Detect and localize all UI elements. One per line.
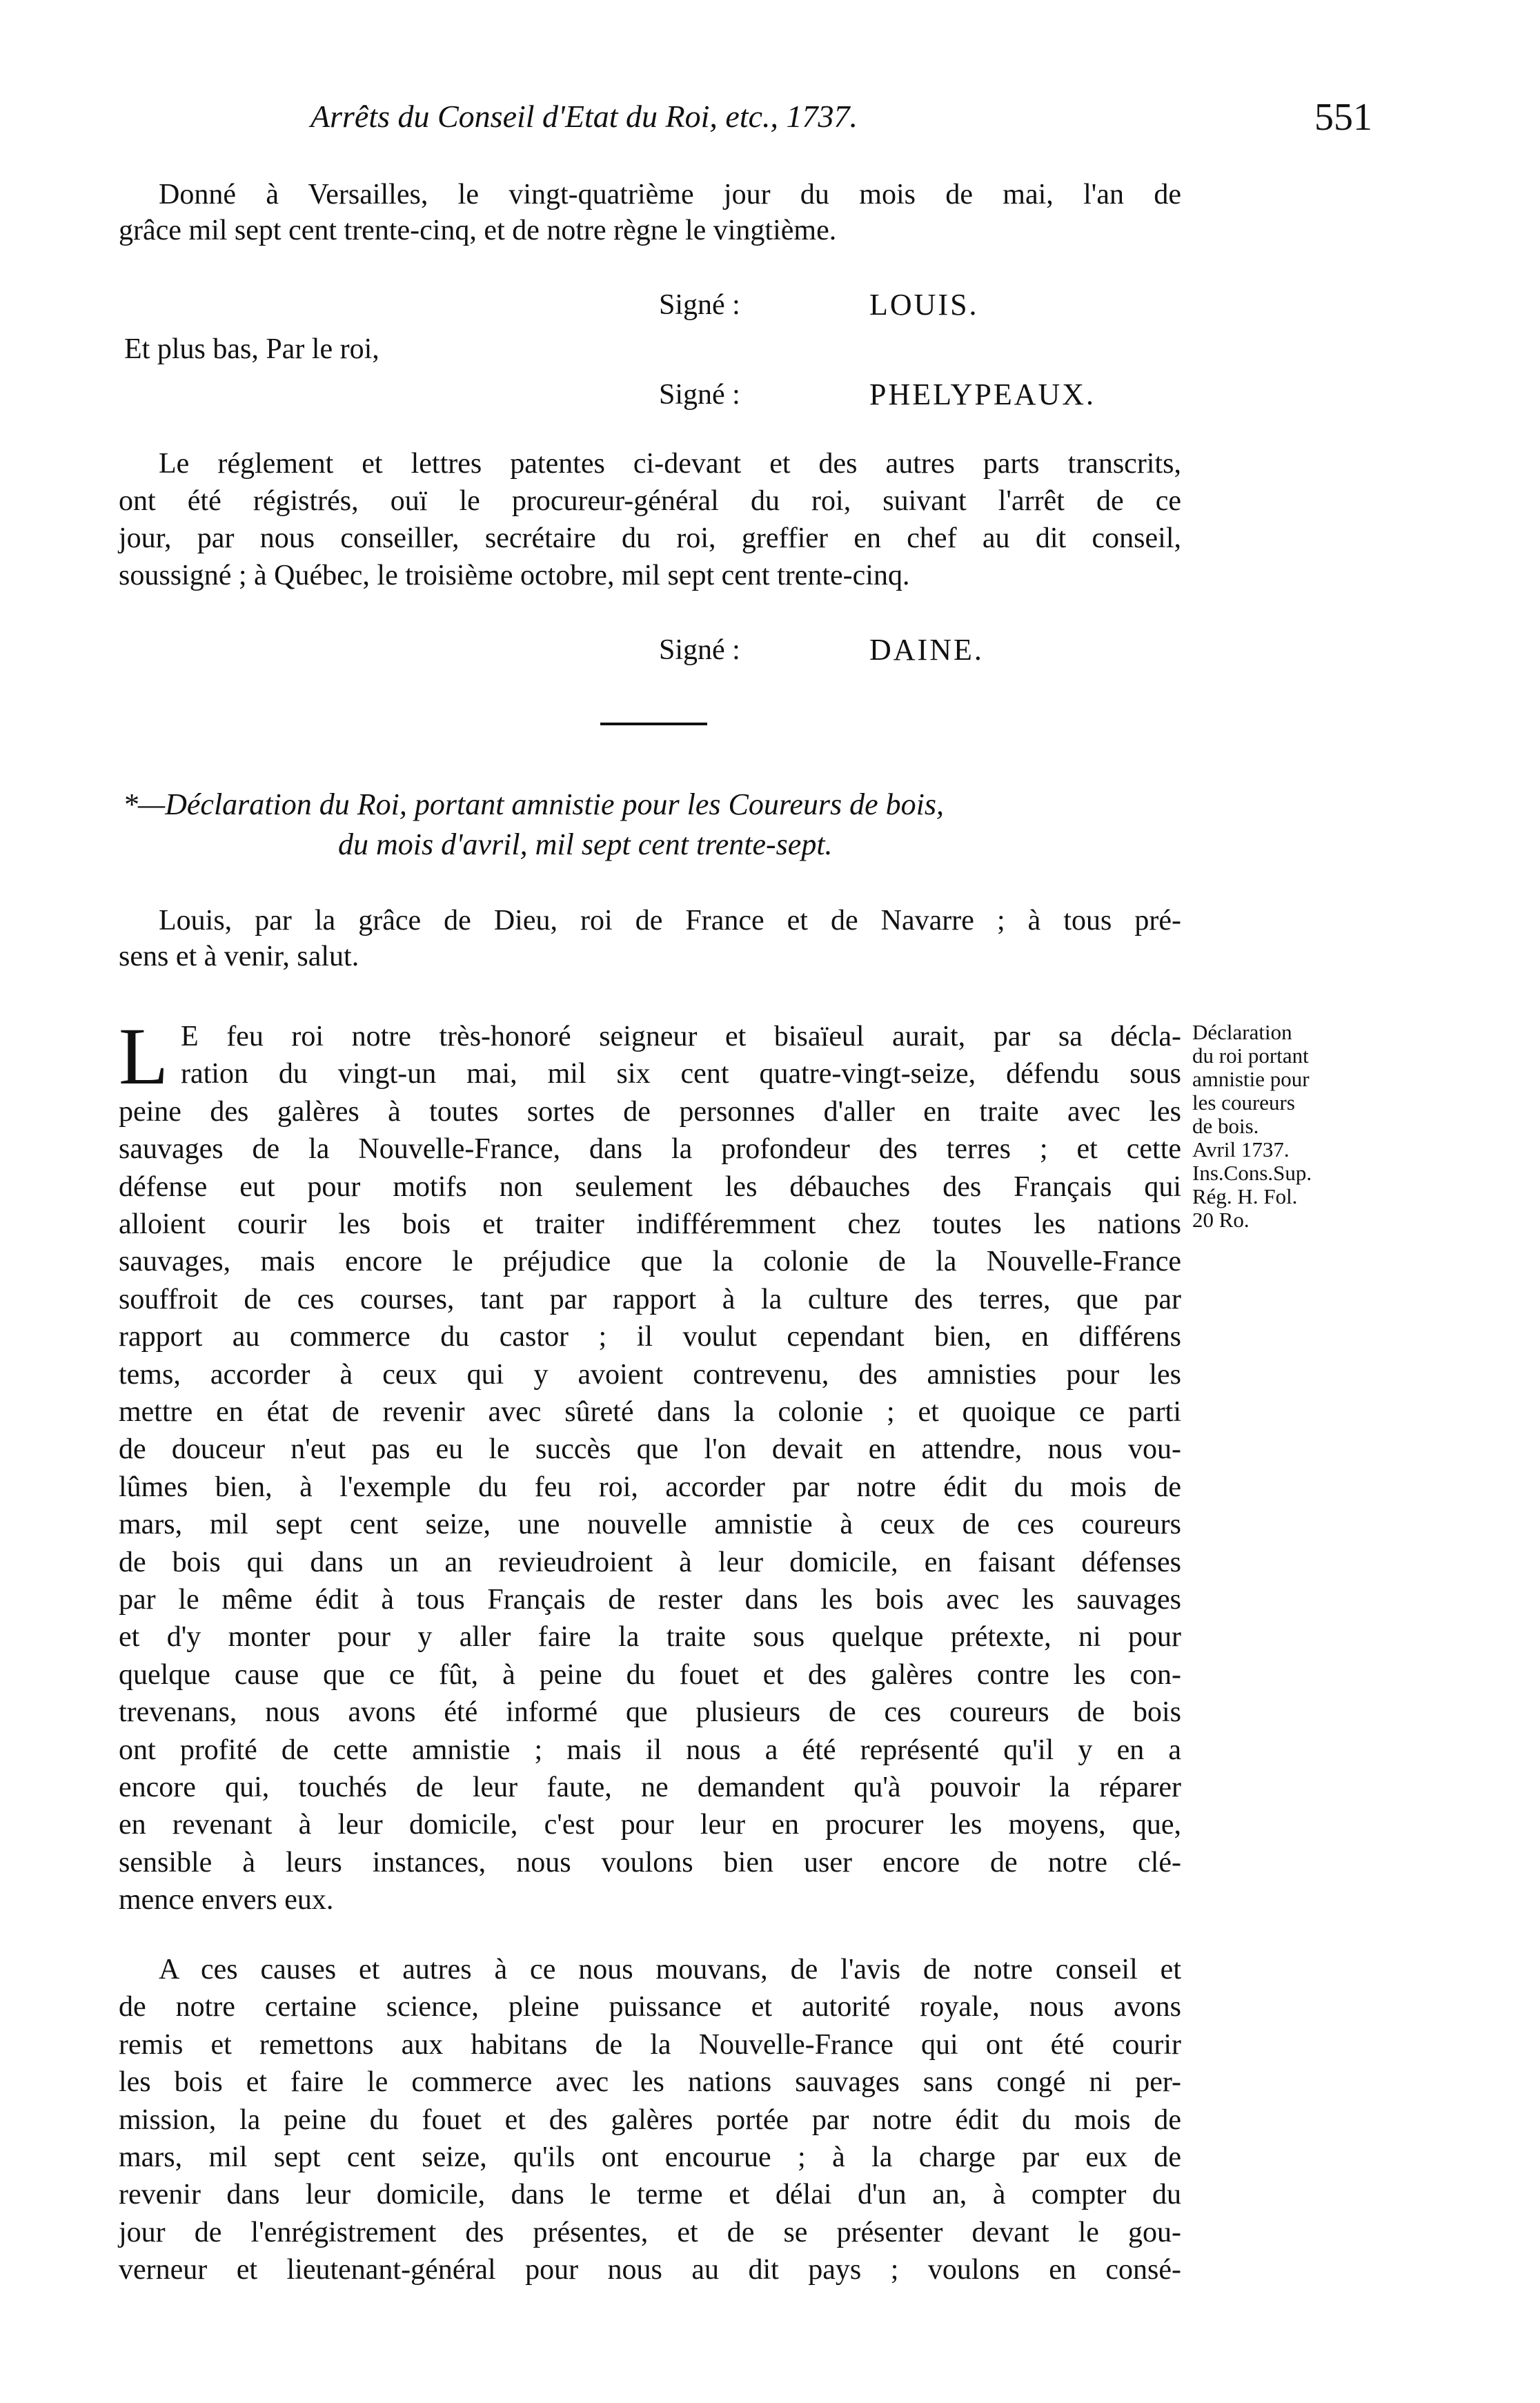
body-line: souffroit de ces courses, tant par rapport à la culture des terres, que par: [119, 1283, 1181, 1315]
plus-bas-line: Et plus bas, Par le roi,: [124, 333, 379, 365]
margin-note-line: Déclaration: [1192, 1020, 1292, 1044]
body-line: sauvages, mais encore le préjudice que la colonie de la Nouvelle-France: [119, 1246, 1181, 1278]
dating-line: grâce mil sept cent trente-cinq, et de notre règne le vingtième.: [119, 215, 837, 246]
body-line: trevenans, nous avons été informé que plusieurs de ces coureurs de bois: [119, 1696, 1181, 1729]
page-number: 551: [1314, 96, 1372, 139]
body-line: alloient courir les bois et traiter indifféremment chez toutes les nations: [119, 1208, 1181, 1240]
body-line: ont profité de cette amnistie ; mais il nous a été représenté qu'il y en a: [119, 1734, 1181, 1766]
body-line: verneur et lieutenant-général pour nous au dit pays ; voulons en consé-: [119, 2254, 1181, 2286]
registration-line: ont été régistrés, ouï le procureur-général du roi, suivant l'arrêt de ce: [119, 485, 1181, 517]
margin-note-line: les coureurs: [1192, 1090, 1295, 1115]
body-line: de bois qui dans un an revieudroient à leur domicile, en faisant défenses: [119, 1546, 1181, 1578]
body-line: sensible à leurs instances, nous voulons bien user encore de notre clé-: [119, 1846, 1181, 1879]
body-line: de notre certaine science, pleine puissance et autorité royale, nous avons: [119, 1991, 1181, 2023]
body-line: A ces causes et autres à ce nous mouvans, de l'avis de notre conseil et: [159, 1954, 1181, 1985]
body-line: jour de l'enrégistrement des présentes, et de se présenter devant le gou-: [119, 2216, 1181, 2248]
drop-cap: L: [119, 1011, 169, 1101]
margin-note-line: Avril 1737.: [1192, 1137, 1290, 1161]
signature-label: Signé :: [659, 289, 740, 321]
body-line: peine des galères à toutes sortes de personnes d'aller en traite avec les: [119, 1095, 1181, 1128]
margin-note-line: du roi portant: [1192, 1043, 1309, 1068]
margin-note-line: Rég. H. Fol.: [1192, 1184, 1298, 1208]
body-line: mars, mil sept cent seize, une nouvelle amnistie à ceux de ces coureurs: [119, 1509, 1181, 1541]
body-line: quelque cause que ce fût, à peine du fouet et des galères contre les con-: [119, 1658, 1181, 1691]
section-rule: [600, 723, 707, 725]
margin-note-line: de bois.: [1192, 1114, 1259, 1138]
signature-name: PHELYPEAUX.: [869, 377, 1096, 411]
body-line: en revenant à leur domicile, c'est pour leur en procurer les moyens, que,: [119, 1809, 1181, 1841]
registration-line: soussigné ; à Québec, le troisième octobre, mil sept cent trente-cinq.: [119, 560, 910, 591]
running-title: Arrêts du Conseil d'Etat du Roi, etc., 1737.: [310, 99, 858, 134]
body-line: et d'y monter pour y aller faire la traite sous quelque prétexte, ni pour: [119, 1621, 1181, 1654]
salutation-line: Louis, par la grâce de Dieu, roi de France et de Navarre ; à tous pré-: [159, 905, 1181, 936]
registration-line: Le réglement et lettres patentes ci-devant et des autres parts transcrits,: [159, 448, 1181, 480]
body-line: mettre en état de revenir avec sûreté dans la colonie ; et quoique ce parti: [119, 1396, 1181, 1428]
body-line: tems, accorder à ceux qui y avoient contrevenu, des amnisties pour les: [119, 1358, 1181, 1391]
body-line: mence envers eux.: [119, 1884, 334, 1916]
body-line: remis et remettons aux habitans de la Nouvelle-France qui ont été courir: [119, 2028, 1181, 2061]
body-line: revenir dans leur domicile, dans le terme et délai d'un an, à compter du: [119, 2179, 1181, 2211]
signature-name: LOUIS.: [869, 288, 979, 322]
registration-line: jour, par nous conseiller, secrétaire du roi, greffier en chef au dit conseil,: [119, 522, 1181, 554]
signature-label: Signé :: [659, 379, 740, 411]
body-line: lûmes bien, à l'exemple du feu roi, accorder par notre édit du mois de: [119, 1471, 1181, 1503]
body-line: les bois et faire le commerce avec les nations sauvages sans congé ni per-: [119, 2066, 1181, 2099]
margin-note-line: 20 Ro.: [1192, 1208, 1250, 1232]
declaration-title: du mois d'avril, mil sept cent trente-sept.: [338, 827, 833, 861]
margin-note-line: amnistie pour: [1192, 1067, 1310, 1091]
signature-name: DAINE.: [869, 633, 984, 667]
dating-line: Donné à Versailles, le vingt-quatrième jour du mois de mai, l'an de: [159, 179, 1181, 210]
body-line: mars, mil sept cent seize, qu'ils ont encourue ; à la charge par eux de: [119, 2141, 1181, 2173]
body-line: sauvages de la Nouvelle-France, dans la profondeur des terres ; et cette: [119, 1133, 1181, 1166]
body-line: mission, la peine du fouet et des galères portée par notre édit du mois de: [119, 2103, 1181, 2136]
body-line: de douceur n'eut pas eu le succès que l'on devait en attendre, nous vou-: [119, 1433, 1181, 1466]
body-line: rapport au commerce du castor ; il voulut cependant bien, en différens: [119, 1321, 1181, 1353]
body-line: par le même édit à tous Français de rester dans les bois avec les sauvages: [119, 1584, 1181, 1616]
salutation-line: sens et à venir, salut.: [119, 941, 359, 972]
body-line: encore qui, touchés de leur faute, ne demandent qu'à pouvoir la réparer: [119, 1772, 1181, 1803]
signature-label: Signé :: [659, 634, 740, 666]
body-line: ration du vingt-un mai, mil six cent quatre-vingt-seize, défendu sous: [181, 1058, 1181, 1090]
body-line: défense eut pour motifs non seulement les débauches des Français qui: [119, 1170, 1181, 1203]
body-line: E feu roi notre très-honoré seigneur et bisaïeul aurait, par sa décla-: [181, 1021, 1181, 1052]
declaration-title: *—Déclaration du Roi, portant amnistie pour les Coureurs de bois,: [123, 787, 945, 821]
margin-note-line: Ins.Cons.Sup.: [1192, 1161, 1312, 1185]
